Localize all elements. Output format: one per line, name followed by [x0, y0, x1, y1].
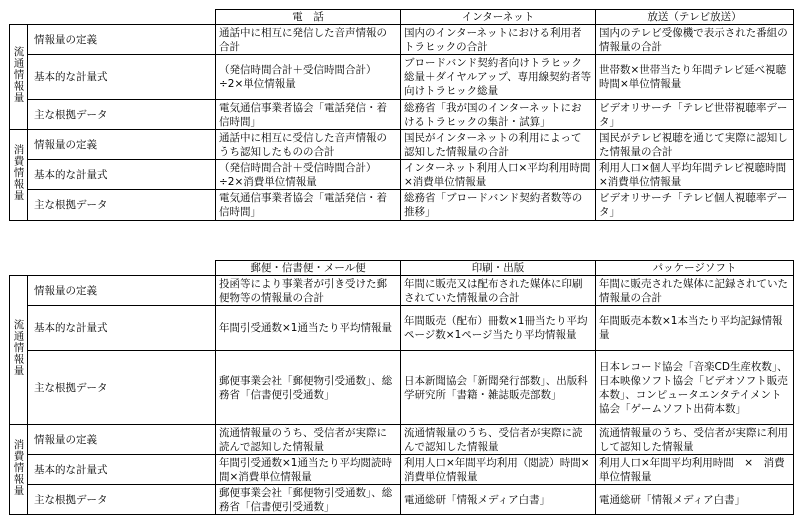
column-header-broadcast: 放送（テレビ放送） [596, 10, 794, 25]
cell: 流通情報量のうち、受信者が実際に読んで認知した情報量 [216, 425, 401, 455]
table-row [10, 160, 794, 190]
table-row [10, 25, 794, 55]
cell: 国民がテレビ視聴を通じて実際に認知した情報量の合計 [596, 130, 794, 160]
header-blank [10, 10, 28, 25]
header-blank [28, 261, 216, 276]
cell: 利用人口×年間平均利用（閲読）時間×消費単位情報量 [401, 455, 596, 485]
cell: 電気通信事業者協会「電話発信・着信時間」 [216, 100, 401, 130]
column-header-package: パッケージソフト [596, 261, 794, 276]
column-header-phone: 電 話 [216, 10, 401, 25]
cell: 郵便事業会社「郵便物引受通数」、総務省「信書便引受通数」 [216, 485, 401, 515]
column-header-internet: インターネット [401, 10, 596, 25]
cell: （発信時間合計＋受信時間合計）÷2×消費単位情報量 [216, 160, 401, 190]
row-label: 情報量の定義 [28, 25, 216, 55]
table-row [10, 130, 794, 160]
cell: 通話中に相互に受信した音声情報のうち認知したものの合計 [216, 130, 401, 160]
cell: ビデオリサーチ「テレビ世帯視聴率データ」 [596, 100, 794, 130]
cell: ブロードバンド契約者向けトラヒック総量＋ダイヤルアップ、専用線契約者等向けトラヒック総量 [401, 55, 596, 100]
table-header-row [10, 10, 794, 25]
table-telecom-media [9, 9, 794, 221]
row-label: 基本的な計量式 [28, 55, 216, 100]
cell: 年間引受通数×1通当たり平均閲読時間×消費単位情報量 [216, 455, 401, 485]
table-row [10, 425, 794, 455]
cell: 年間販売本数×1本当たり平均記録情報量 [596, 306, 794, 351]
cell: 電通総研「情報メディア白書」 [401, 485, 596, 515]
row-label: 主な根拠データ [28, 351, 216, 425]
group-label-circulation: 流通情報量 [10, 25, 28, 130]
cell: 年間に販売又は配布された媒体に印刷されていた情報量の合計 [401, 276, 596, 306]
cell: 国民がインターネットの利用によって認知した情報量の合計 [401, 130, 596, 160]
group-label-circulation: 流通情報量 [10, 276, 28, 425]
table-row [10, 276, 794, 306]
cell: 世帯数×世帯当たり年間テレビ延べ視聴時間×単位情報量 [596, 55, 794, 100]
row-label: 情報量の定義 [28, 130, 216, 160]
row-label: 主な根拠データ [28, 485, 216, 515]
table-row [10, 485, 794, 515]
row-label: 情報量の定義 [28, 276, 216, 306]
table-row [10, 55, 794, 100]
cell: 流通情報量のうち、受信者が実際に読んで認知した情報量 [401, 425, 596, 455]
group-label-consumption: 消費情報量 [10, 425, 28, 515]
table-row [10, 100, 794, 130]
cell: 郵便事業会社「郵便物引受通数」、総務省「信書便引受通数」 [216, 351, 401, 425]
cell: 通話中に相互に発信した音声情報の合計 [216, 25, 401, 55]
cell: （発信時間合計＋受信時間合計）÷2×単位情報量 [216, 55, 401, 100]
cell: 総務省「我が国のインターネットにおけるトラヒックの集計・試算」 [401, 100, 596, 130]
row-label: 基本的な計量式 [28, 306, 216, 351]
cell: 国内のテレビ受像機で表示された番組の情報量の合計 [596, 25, 794, 55]
cell: 日本レコード協会「音楽CD生産枚数」、日本映像ソフト協会「ビデオソフト販売本数」、コンピュータエンタテイメント協会「ゲームソフト出荷本数」 [596, 351, 794, 425]
cell: 投函等により事業者が引き受けた郵便物等の情報量の合計 [216, 276, 401, 306]
header-blank [28, 10, 216, 25]
table-row [10, 306, 794, 351]
cell: 電通総研「情報メディア白書」 [596, 485, 794, 515]
cell: 流通情報量のうち、受信者が実際に利用して認知した情報量 [596, 425, 794, 455]
cell: ビデオリサーチ「テレビ個人視聴率データ」 [596, 190, 794, 221]
cell: 年間に販売された媒体に記録されていた情報量の合計 [596, 276, 794, 306]
cell: 国内のインターネットにおける利用者トラヒックの合計 [401, 25, 596, 55]
row-label: 基本的な計量式 [28, 455, 216, 485]
row-label: 主な根拠データ [28, 190, 216, 221]
row-label: 基本的な計量式 [28, 160, 216, 190]
table-row [10, 351, 794, 425]
table-row [10, 455, 794, 485]
cell: 年間販売（配布）冊数×1冊当たり平均ページ数×1ページ当たり平均情報量 [401, 306, 596, 351]
group-label-consumption: 消費情報量 [10, 130, 28, 221]
cell: 電気通信事業者協会「電話発信・着信時間」 [216, 190, 401, 221]
header-blank [10, 261, 28, 276]
table-header-row [10, 261, 794, 276]
cell: 日本新聞協会「新聞発行部数」、出版科学研究所「書籍・雑誌販売部数」 [401, 351, 596, 425]
row-label: 主な根拠データ [28, 100, 216, 130]
table-row [10, 190, 794, 221]
cell: 総務省「ブロードバンド契約者数等の推移」 [401, 190, 596, 221]
cell: インターネット利用人口×平均利用時間×消費単位情報量 [401, 160, 596, 190]
cell: 利用人口×個人平均年間テレビ視聴時間×消費単位情報量 [596, 160, 794, 190]
table-print-package [9, 260, 794, 515]
cell: 年間引受通数×1通当たり平均情報量 [216, 306, 401, 351]
cell: 利用人口×年間平均利用時間 × 消費単位情報量 [596, 455, 794, 485]
row-label: 情報量の定義 [28, 425, 216, 455]
column-header-mail: 郵便・信書便・メール便 [216, 261, 401, 276]
column-header-print: 印刷・出版 [401, 261, 596, 276]
